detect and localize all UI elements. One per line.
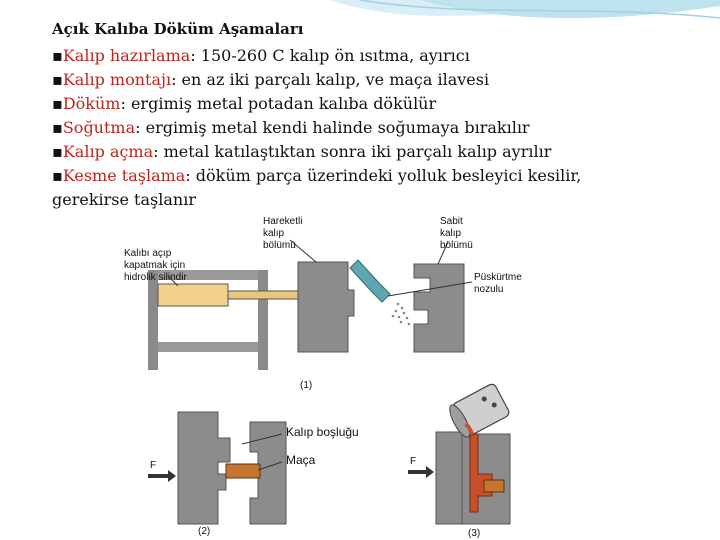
label-step-3: (3) bbox=[468, 528, 481, 538]
bullet-item bbox=[52, 116, 692, 140]
moving-mold-half bbox=[298, 262, 354, 352]
force-arrow-3 bbox=[408, 466, 434, 478]
bullet-marker: ▪ bbox=[52, 46, 63, 65]
bullet-text: : metal katılaştıktan sonra iki parçalı kalıp ayrılır bbox=[153, 142, 552, 161]
label-force-3: F bbox=[410, 456, 417, 467]
bullet-marker: ▪ bbox=[52, 70, 63, 89]
spray-nozzle bbox=[350, 260, 390, 302]
label-core: Maça bbox=[286, 453, 316, 467]
bullet-item bbox=[52, 92, 692, 116]
step3-moving-half bbox=[436, 432, 462, 524]
bullet-marker: ▪ bbox=[52, 142, 63, 161]
label-force-2: F bbox=[150, 460, 157, 471]
fixed-mold-half bbox=[414, 264, 464, 352]
bullet-marker: ▪ bbox=[52, 94, 63, 113]
bullet-term: Soğutma bbox=[62, 118, 136, 137]
step3-core bbox=[484, 480, 504, 492]
label-spray-1: Püskürtme bbox=[474, 272, 522, 283]
label-moving-half-3: bölümü bbox=[263, 240, 296, 251]
label-cylinder-2: kapatmak için bbox=[124, 260, 186, 271]
bullet-term: Kalıp montajı bbox=[62, 70, 172, 89]
bullet-text: : en az iki parçalı kalıp, ve maça ilavesi bbox=[171, 70, 490, 89]
bullet-term: Kalıp hazırlama bbox=[62, 46, 191, 65]
ladle bbox=[446, 383, 511, 440]
label-fixed-half-3: bölümü bbox=[440, 240, 473, 251]
bullet-continuation: gerekirse taşlanır bbox=[52, 190, 196, 209]
bullet-text: : ergimiş metal potadan kalıba dökülür bbox=[120, 94, 437, 113]
label-fixed-half-2: kalıp bbox=[440, 228, 462, 239]
hydraulic-cylinder bbox=[158, 284, 228, 306]
label-step-1: (1) bbox=[300, 380, 313, 391]
bullet-text: : döküm parça üzerindeki yolluk besleyici kesilir, bbox=[185, 166, 582, 185]
bullet-marker: ▪ bbox=[52, 166, 63, 185]
bullet-item bbox=[52, 140, 692, 164]
bullet-item bbox=[52, 164, 692, 188]
bullet-term: Kalıp açma bbox=[62, 142, 154, 161]
slide-title: Açık Kalıba Döküm Aşamaları bbox=[52, 20, 304, 38]
step-3-pouring bbox=[408, 383, 511, 538]
piston-rod bbox=[228, 291, 298, 299]
label-spray-2: nozulu bbox=[474, 284, 504, 295]
label-fixed-half-1: Sabit bbox=[440, 216, 463, 227]
bullet-term: Döküm bbox=[62, 94, 121, 113]
label-step-2: (2) bbox=[198, 526, 211, 537]
cylinder-frame-bottom bbox=[148, 342, 268, 352]
label-cylinder-1: Kalıbı açıp bbox=[124, 248, 172, 259]
step-2-core-insert bbox=[148, 412, 359, 537]
cylinder-left-plate bbox=[148, 270, 158, 370]
bullet-item bbox=[52, 68, 692, 92]
bullet-list bbox=[52, 44, 692, 212]
step-1-mold-setup bbox=[124, 216, 522, 391]
step2-moving-half bbox=[178, 412, 230, 524]
spray-mist bbox=[392, 303, 411, 326]
casting-process-figure bbox=[118, 212, 550, 538]
core-insert bbox=[226, 464, 260, 478]
label-moving-half-2: kalıp bbox=[263, 228, 285, 239]
bullet-term: Kesme taşlama bbox=[62, 166, 186, 185]
cylinder-right-plate bbox=[258, 270, 268, 370]
bullet-text: : ergimiş metal kendi halinde soğumaya bırakılır bbox=[135, 118, 530, 137]
label-cylinder-3: hidrolik silindir bbox=[124, 272, 187, 283]
force-arrow-2 bbox=[148, 470, 176, 482]
bullet-item bbox=[52, 44, 692, 68]
bullet-text: : 150-260 C kalıp ön ısıtma, ayırıcı bbox=[190, 46, 470, 65]
label-cavity: Kalıp boşluğu bbox=[286, 425, 359, 439]
label-moving-half-1: Hareketli bbox=[263, 216, 303, 227]
bullet-marker: ▪ bbox=[52, 118, 63, 137]
